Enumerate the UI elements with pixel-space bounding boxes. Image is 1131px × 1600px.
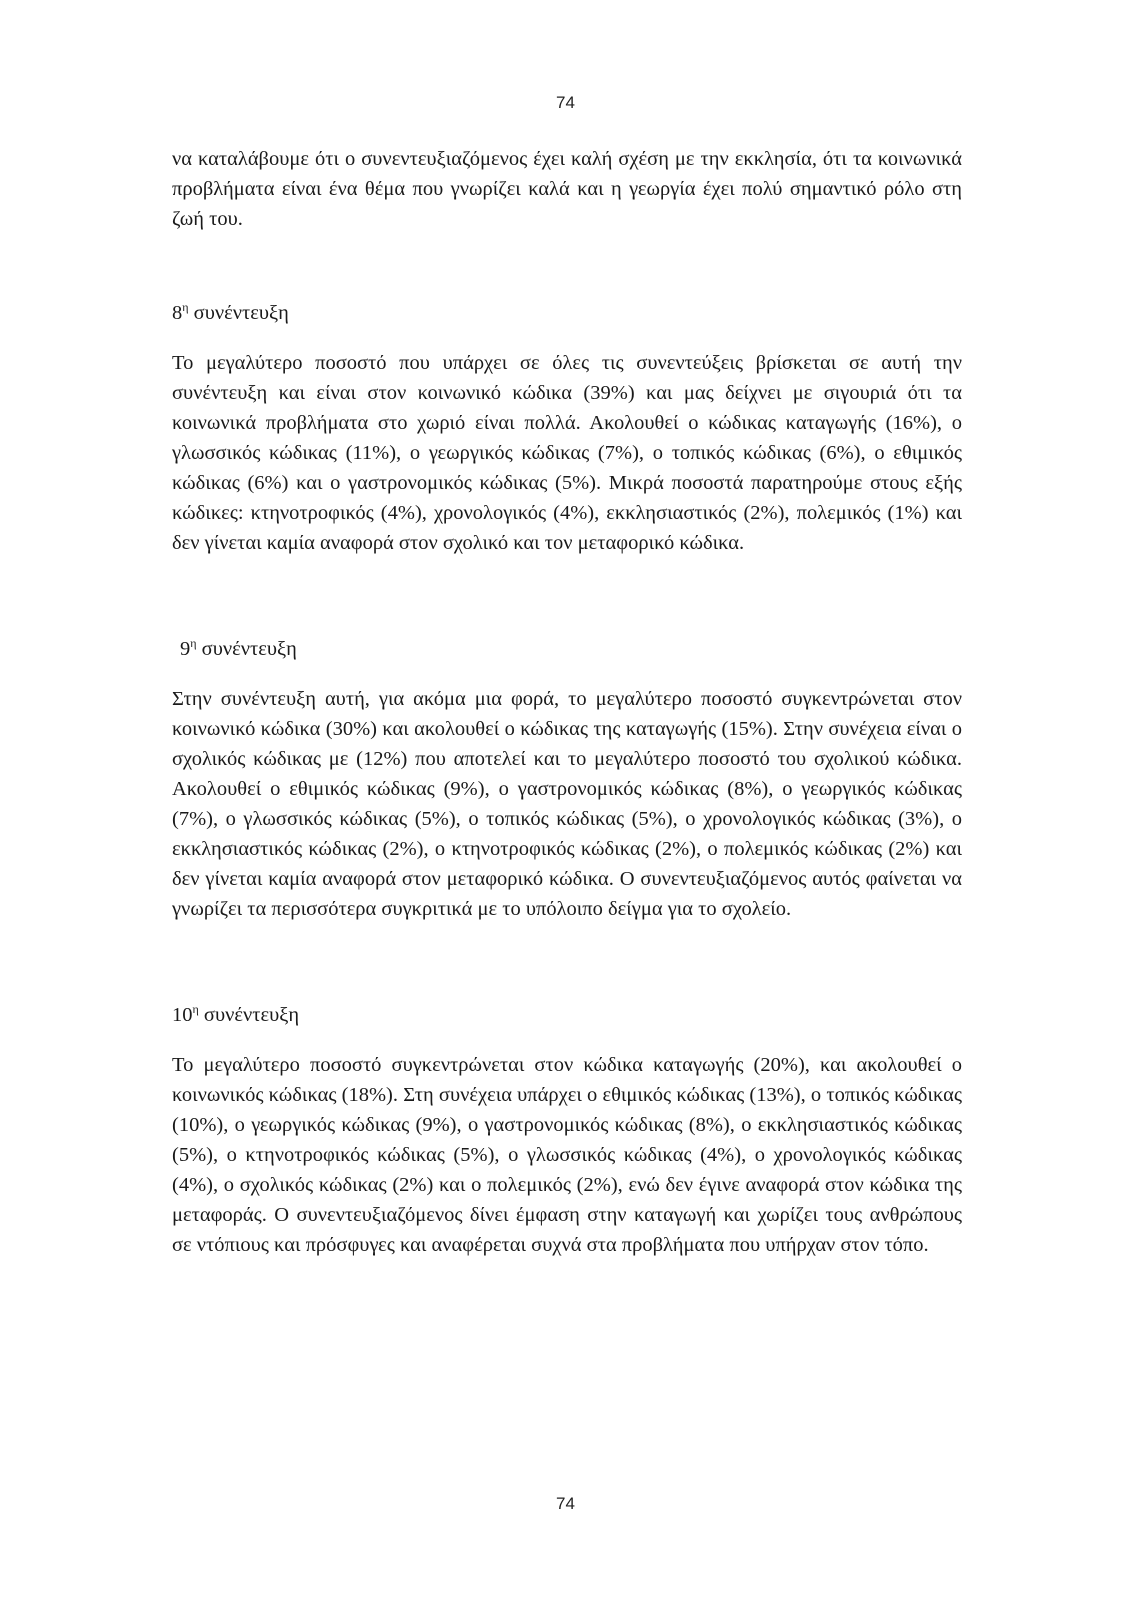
heading-label: συνέντευξη <box>198 1004 300 1026</box>
section-heading-10 <box>172 1000 962 1030</box>
page-number-top: 74 <box>556 93 575 112</box>
section-paragraph-8: Το μεγαλύτερο ποσοστό που υπάρχει σε όλες τις συνεντεύξεις βρίσκεται σε αυτή την συνέντευξη και είναι στον κοινωνικό κώδικα (39%) και μας δείχνει με σιγουριά ότι τα κοινωνικά προβλήματα στο χωριό είναι πολλά. Ακολουθεί ο κώδικας καταγωγής (16%), ο γλωσσικός κώδικας (11%), ο γεωργικός κώδικας (7%), ο τοπικός κώδικας (6%), ο εθιμικός κώδικας (6%) και ο γαστρονομικός κώδικας (5%). Μικρά ποσοστά παρατηρούμε στους εξής κώδικες: κτηνοτροφικός (4%), χρονολογικός (4%), εκκλησιαστικός (2%), πολεμικός (1%) και δεν γίνεται καμία αναφορά στον σχολικό και τον μεταφορικό κώδικα. <box>172 352 962 554</box>
page-number-bottom: 74 <box>556 1494 575 1513</box>
heading-superscript: η <box>190 636 197 651</box>
heading-number: 10 <box>172 1004 193 1026</box>
section-paragraph-10: Το μεγαλύτερο ποσοστό συγκεντρώνεται στον κώδικα καταγωγής (20%), και ακολουθεί ο κοινωνικός κώδικας (18%). Στη συνέχεια υπάρχει ο εθιμικός κώδικας (13%), ο τοπικός κώδικας (10%), ο γεωργικός κώδικας (9%), ο γαστρονομικός κώδικας (8%), ο εκκλησιαστικός κώδικας (5%), ο κτηνοτροφικός κώδικας (5%), ο γλωσσικός κώδικας (4%), ο χρονολογικός κώδικας (4%), ο σχολικός κώδικας (2%) και ο πολεμικός (2%), ενώ δεν έγινε αναφορά στον κώδικα της μεταφοράς. Ο συνεντευξιαζόμενος δίνει έμφαση στην καταγωγή και χωρίζει τους ανθρώπους σε ντόπιους και πρόσφυγες και αναφέρεται συχνά στα προβλήματα που υπήρχαν στον τόπο. <box>172 1054 962 1256</box>
section-heading-8 <box>172 298 962 328</box>
heading-label: συνέντευξη <box>188 302 289 324</box>
heading-superscript: η <box>192 1002 199 1017</box>
heading-superscript: η <box>182 300 189 315</box>
section-heading-9 <box>172 634 962 664</box>
heading-number: 9 <box>180 638 191 660</box>
section-paragraph-9: Στην συνέντευξη αυτή, για ακόμα μια φορά, το μεγαλύτερο ποσοστό συγκεντρώνεται στον κοινωνικό κώδικα (30%) και ακολουθεί ο κώδικας της καταγωγής (15%). Στην συνέχεια είναι ο σχολικός κώδικας με (12%) που αποτελεί και το μεγαλύτερο ποσοστό του σχολικού κώδικα. Ακολουθεί ο εθιμικός κώδικας (9%), ο γαστρονομικός κώδικας (8%), ο γεωργικός κώδικας (7%), ο γλωσσικός κώδικας (5%), ο τοπικός κώδικας (5%), ο χρονολογικός κώδικας (3%), ο εκκλησιαστικός κώδικας (2%), ο κτηνοτροφικός κώδικας (2%), ο πολεμικός κώδικας (2%) και δεν γίνεται καμία αναφορά στον μεταφορικό κώδικα. Ο συνεντευξιαζόμενος αυτός φαίνεται να γνωρίζει τα περισσότερα συγκριτικά με το υπόλοιπο δείγμα για το σχολείο. <box>172 688 962 920</box>
heading-number: 8 <box>172 302 183 324</box>
document-body <box>172 144 962 1260</box>
intro-paragraph: να καταλάβουμε ότι ο συνεντευξιαζόμενος έχει καλή σχέση με την εκκλησία, ότι τα κοινωνικά προβλήματα είναι ένα θέμα που γνωρίζει καλά και η γεωργία έχει πολύ σημαντικό ρόλο στη ζωή του. <box>172 148 962 230</box>
heading-label: συνέντευξη <box>196 638 297 660</box>
